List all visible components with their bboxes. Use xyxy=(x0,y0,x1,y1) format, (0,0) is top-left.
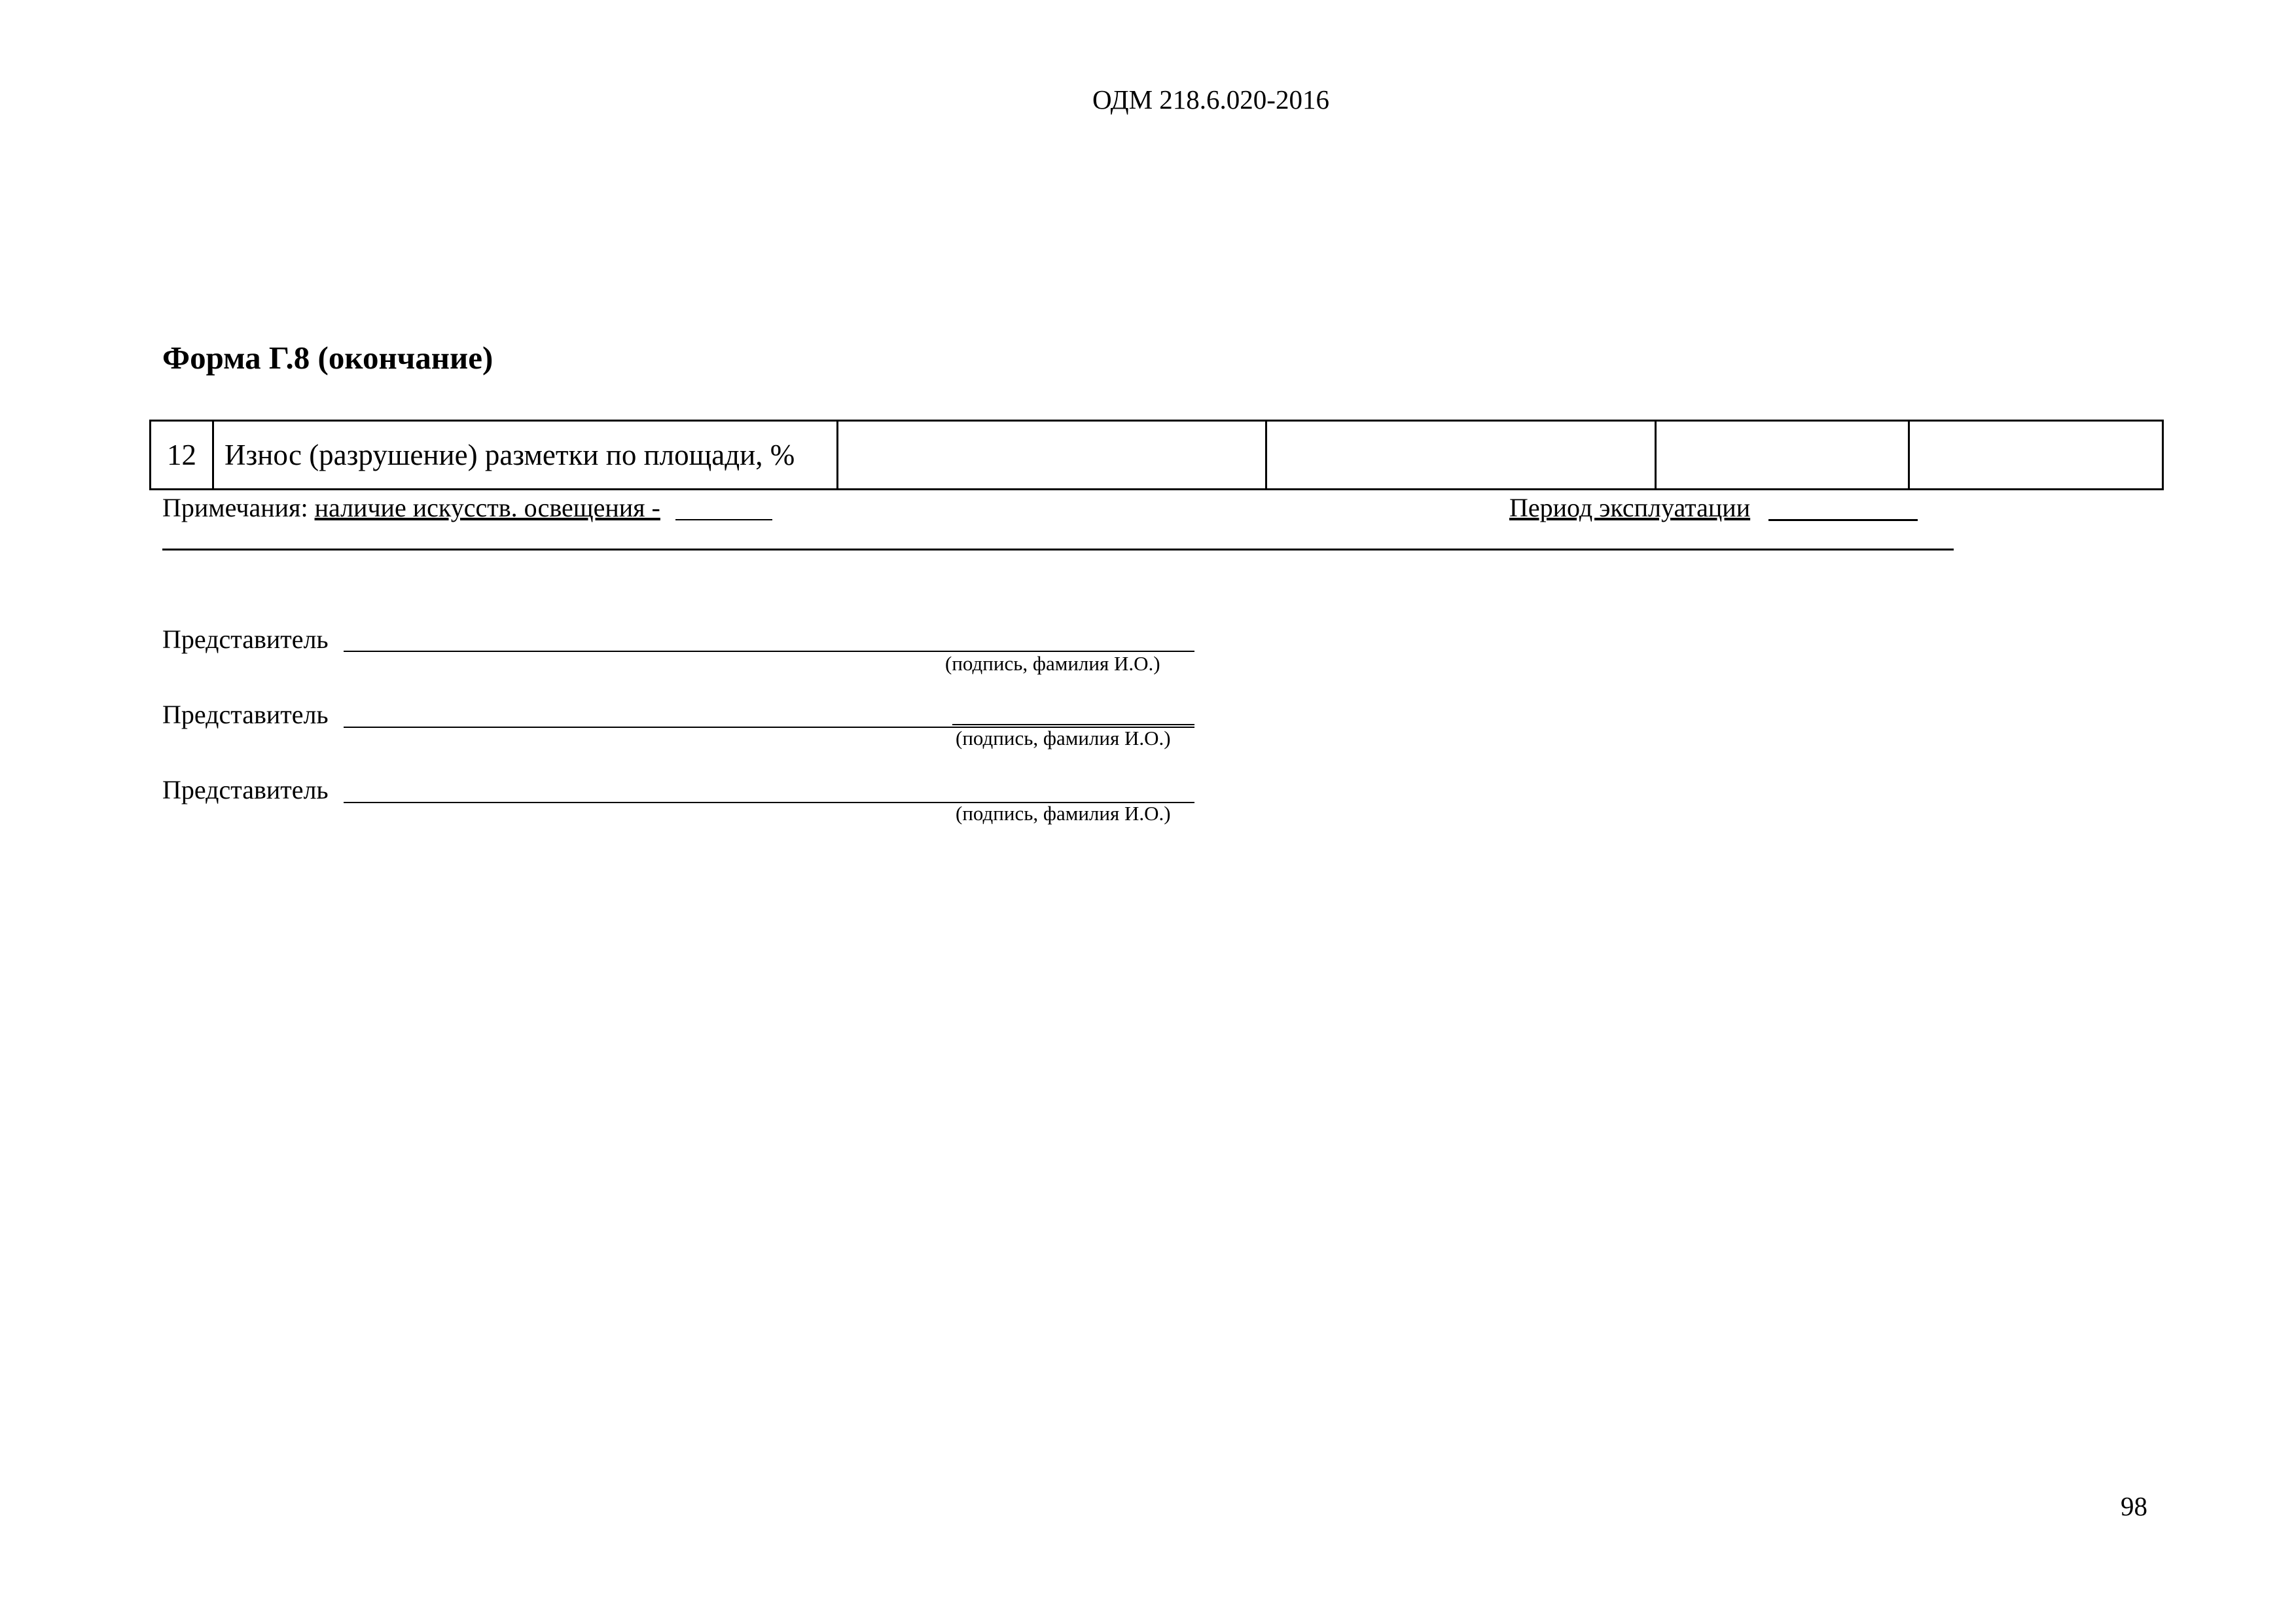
table-row xyxy=(151,421,2163,490)
document-code: ОДМ 218.6.020-2016 xyxy=(1092,84,1329,115)
form-table xyxy=(149,420,2164,490)
signature-caption: (подпись, фамилия И.О.) xyxy=(956,727,1171,749)
representative-label: Представитель xyxy=(162,775,329,804)
table-cell-1 xyxy=(838,421,1266,490)
table-cell-4 xyxy=(1909,421,2163,490)
row-number: 12 xyxy=(151,421,213,490)
period-blank xyxy=(1768,519,1918,521)
page-number: 98 xyxy=(2121,1491,2147,1521)
notes-lighting-blank xyxy=(675,519,772,520)
period xyxy=(1509,492,1750,523)
notes-line xyxy=(162,549,1954,550)
period-label: Период эксплуатации xyxy=(1509,493,1751,522)
signature-caption: (подпись, фамилия И.О.) xyxy=(945,652,1160,675)
notes-lighting: наличие искусств. освещения - xyxy=(314,493,660,522)
representative-label: Представитель xyxy=(162,624,329,654)
table-cell-3 xyxy=(1656,421,1909,490)
signature-caption: (подпись, фамилия И.О.) xyxy=(956,802,1171,825)
notes-label: Примечания: xyxy=(162,493,308,522)
notes xyxy=(162,492,660,523)
representative-label: Представитель xyxy=(162,700,329,729)
row-description: Износ (разрушение) разметки по площади, % xyxy=(213,421,838,490)
signature-line-extra xyxy=(952,724,1194,725)
form-title: Форма Г.8 (окончание) xyxy=(162,340,493,376)
table-cell-2 xyxy=(1266,421,1656,490)
